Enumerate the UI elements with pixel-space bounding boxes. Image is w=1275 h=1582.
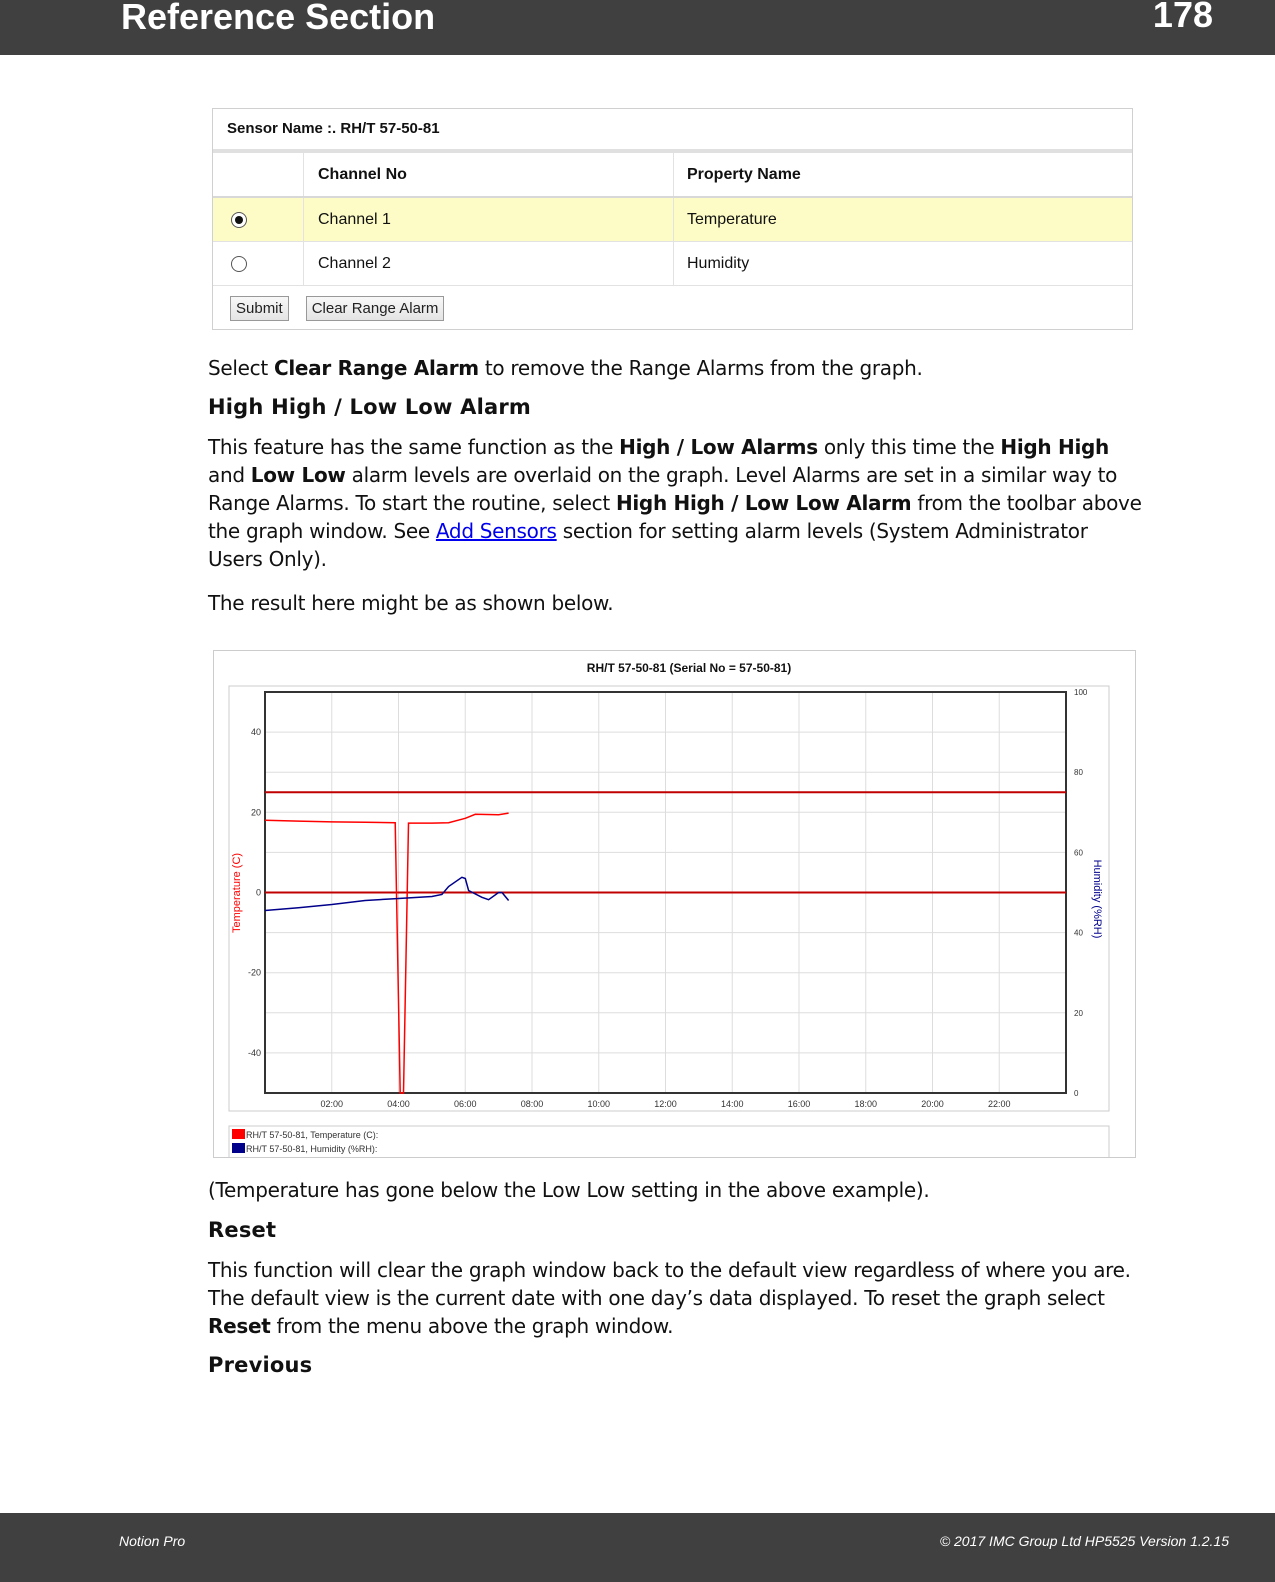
x-tick-label: 22:00	[987, 1099, 1011, 1109]
paragraph-temperature-note: (Temperature has gone below the Low Low setting in the above example).	[208, 1178, 930, 1202]
chart-frame	[229, 686, 1109, 1111]
page-number: 178	[1152, 0, 1213, 35]
channel-cell: Channel 2	[304, 242, 674, 285]
paragraph-high-high: This feature has the same function as the High / Low Alarms only this time the High High and Low Low alarm levels are overlaid on the graph. Level Alarms are set in a similar way to Range Alarms. To start the routine, select High High / Low Low Alarm from the toolbar above the graph window. See Add Sensors section for setting alarm levels (System Administrator Users Only).	[208, 435, 1142, 571]
channel-cell: Channel 1	[304, 198, 674, 241]
legend-label: RH/T 57-50-81, Temperature (C):	[246, 1130, 379, 1140]
table-row[interactable]	[213, 242, 1132, 286]
column-header-channel: Channel No	[304, 153, 674, 196]
y-tick-label: -40	[247, 1047, 261, 1058]
clear-range-alarm-button[interactable]: Clear Range Alarm	[306, 296, 445, 321]
legend-swatch	[232, 1143, 245, 1153]
property-cell: Temperature	[687, 211, 777, 228]
chart-title: RH/T 57-50-81 (Serial No = 57-50-81)	[586, 661, 792, 675]
x-tick-label: 08:00	[520, 1099, 544, 1109]
x-tick-label: 12:00	[654, 1099, 677, 1109]
heading-reset: Reset	[208, 1218, 277, 1242]
y-tick-label: 20	[250, 807, 261, 818]
paragraph-result: The result here might be as shown below.	[208, 591, 614, 615]
y2-tick-label: 100	[1074, 688, 1088, 697]
table-row[interactable]	[213, 198, 1132, 242]
x-tick-label: 16:00	[787, 1099, 811, 1109]
column-header-property: Property Name	[687, 166, 801, 183]
chart-svg	[214, 651, 1136, 1158]
sensor-table-panel	[212, 108, 1133, 330]
x-tick-label: 18:00	[854, 1099, 878, 1109]
paragraph-reset: This function will clear the graph window back to the default view regardless of where you are. The default view is the current date with one day’s data displayed. To reset the graph select Reset from the menu above the graph window.	[208, 1258, 1131, 1338]
channel-1-radio[interactable]	[231, 212, 247, 228]
property-cell: Humidity	[687, 255, 750, 272]
y2-tick-label: 80	[1074, 768, 1083, 778]
y-tick-label: 0	[255, 887, 261, 898]
x-tick-label: 20:00	[921, 1099, 944, 1109]
heading-high-high-low-low: High High / Low Low Alarm	[208, 395, 532, 419]
x-tick-label: 14:00	[720, 1099, 744, 1109]
y-axis-label: Temperature (C)	[231, 852, 243, 934]
y2-tick-label: 60	[1074, 848, 1083, 858]
footer-product: Notion Pro	[119, 1533, 186, 1549]
add-sensors-link[interactable]: Add Sensors	[435, 519, 557, 543]
footer-copyright: © 2017 IMC Group Ltd HP5525 Version 1.2.15	[939, 1533, 1229, 1549]
y2-tick-label: 40	[1074, 928, 1083, 938]
page-footer	[0, 1513, 1275, 1582]
y-tick-label: 40	[250, 727, 261, 738]
table-header-row	[213, 153, 1132, 198]
channel-2-radio[interactable]	[231, 256, 247, 272]
page-header	[0, 0, 1275, 55]
legend-swatch	[232, 1129, 245, 1139]
y-tick-label: -20	[247, 967, 261, 978]
y2-tick-label: 20	[1074, 1008, 1083, 1018]
sensor-buttons	[213, 286, 1132, 330]
x-tick-label: 04:00	[387, 1099, 410, 1109]
paragraph-clear-range: Select Clear Range Alarm to remove the Range Alarms from the graph.	[208, 356, 923, 380]
submit-button[interactable]: Submit	[230, 296, 289, 321]
y2-axis-label: Humidity (%RH)	[1091, 859, 1103, 939]
alarm-chart	[213, 650, 1136, 1158]
x-tick-label: 10:00	[587, 1099, 611, 1109]
sensor-name-label: Sensor Name :. RH/T 57-50-81	[213, 109, 1132, 153]
section-title: Reference Section	[121, 0, 436, 37]
heading-previous: Previous	[208, 1353, 313, 1377]
legend-label: RH/T 57-50-81, Humidity (%RH):	[246, 1144, 378, 1154]
x-tick-label: 02:00	[320, 1099, 344, 1109]
body-text-top	[208, 354, 1143, 617]
y2-tick-label: 0	[1074, 1089, 1079, 1098]
x-tick-label: 06:00	[453, 1099, 477, 1109]
body-text-bottom	[208, 1176, 1143, 1377]
